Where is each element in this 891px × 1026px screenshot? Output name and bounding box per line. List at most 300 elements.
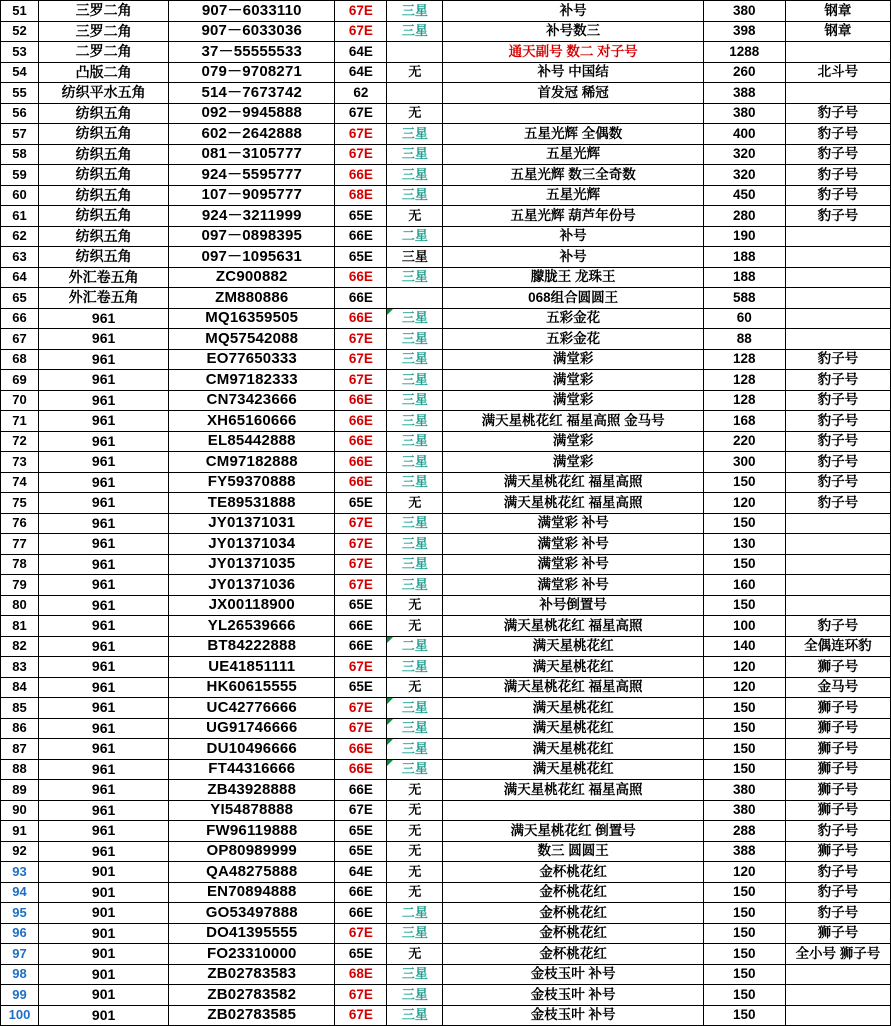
cell-cat[interactable]: 961 — [39, 759, 169, 780]
cell-num[interactable]: ZB02783583 — [169, 964, 335, 985]
cell-idx[interactable]: 84 — [1, 677, 39, 698]
cell-cat[interactable]: 三罗二角 — [39, 1, 169, 22]
table-row[interactable] — [1, 226, 891, 247]
cell-code[interactable]: 68E — [335, 964, 387, 985]
cell-cat[interactable]: 961 — [39, 513, 169, 534]
cell-price[interactable]: 140 — [703, 636, 785, 657]
cell-tag[interactable]: 豹子号 — [785, 431, 890, 452]
cell-desc[interactable]: 首发冠 稀冠 — [443, 83, 703, 104]
cell-num[interactable]: JY01371036 — [169, 575, 335, 596]
cell-price[interactable]: 130 — [703, 534, 785, 555]
cell-code[interactable]: 66E — [335, 472, 387, 493]
cell-num[interactable]: ZM880886 — [169, 288, 335, 309]
cell-star[interactable]: 三星 — [387, 329, 443, 350]
table-row[interactable] — [1, 411, 891, 432]
cell-price[interactable]: 150 — [703, 944, 785, 965]
cell-desc[interactable]: 满天星桃花红 福星高照 — [443, 616, 703, 637]
cell-price[interactable]: 150 — [703, 472, 785, 493]
cell-cat[interactable]: 纺织五角 — [39, 206, 169, 227]
cell-tag[interactable]: 钢章 — [785, 21, 890, 42]
cell-desc[interactable]: 金枝玉叶 补号 — [443, 1005, 703, 1026]
cell-desc[interactable] — [443, 103, 703, 124]
cell-code[interactable]: 66E — [335, 431, 387, 452]
cell-num[interactable]: 37－55555533 — [169, 42, 335, 63]
cell-star[interactable]: 三星 — [387, 472, 443, 493]
cell-star[interactable]: 三星 — [387, 267, 443, 288]
cell-price[interactable]: 260 — [703, 62, 785, 83]
cell-tag[interactable]: 豹子号 — [785, 411, 890, 432]
cell-code[interactable]: 67E — [335, 534, 387, 555]
cell-star[interactable]: 三星 — [387, 534, 443, 555]
cell-desc[interactable]: 满堂彩 补号 — [443, 513, 703, 534]
table-row[interactable] — [1, 636, 891, 657]
table-row[interactable] — [1, 247, 891, 268]
cell-star[interactable]: 无 — [387, 62, 443, 83]
cell-cat[interactable]: 纺织五角 — [39, 124, 169, 145]
cell-desc[interactable]: 金杯桃花红 — [443, 903, 703, 924]
cell-idx[interactable]: 70 — [1, 390, 39, 411]
cell-code[interactable]: 67E — [335, 1, 387, 22]
cell-price[interactable]: 150 — [703, 554, 785, 575]
cell-code[interactable]: 67E — [335, 103, 387, 124]
cell-desc[interactable]: 满天星桃花红 福星高照 金马号 — [443, 411, 703, 432]
cell-cat[interactable]: 凸版二角 — [39, 62, 169, 83]
cell-desc[interactable]: 补号 — [443, 247, 703, 268]
cell-num[interactable]: EN70894888 — [169, 882, 335, 903]
cell-cat[interactable]: 纺织五角 — [39, 226, 169, 247]
cell-desc[interactable]: 五彩金花 — [443, 329, 703, 350]
cell-desc[interactable]: 满堂彩 — [443, 452, 703, 473]
cell-idx[interactable]: 80 — [1, 595, 39, 616]
table-row[interactable] — [1, 42, 891, 63]
cell-tag[interactable]: 狮子号 — [785, 718, 890, 739]
cell-num[interactable]: GO53497888 — [169, 903, 335, 924]
cell-price[interactable]: 320 — [703, 144, 785, 165]
cell-price[interactable]: 388 — [703, 83, 785, 104]
cell-tag[interactable]: 全小号 狮子号 — [785, 944, 890, 965]
cell-tag[interactable]: 豹子号 — [785, 882, 890, 903]
cell-cat[interactable]: 961 — [39, 390, 169, 411]
cell-price[interactable]: 380 — [703, 780, 785, 801]
cell-code[interactable]: 66E — [335, 636, 387, 657]
cell-code[interactable]: 64E — [335, 862, 387, 883]
cell-idx[interactable]: 96 — [1, 923, 39, 944]
cell-price[interactable]: 380 — [703, 103, 785, 124]
cell-price[interactable]: 160 — [703, 575, 785, 596]
cell-tag[interactable] — [785, 513, 890, 534]
table-row[interactable] — [1, 821, 891, 842]
cell-desc[interactable]: 五彩金花 — [443, 308, 703, 329]
cell-desc[interactable]: 满天星桃花红 福星高照 — [443, 493, 703, 514]
cell-code[interactable]: 67E — [335, 698, 387, 719]
cell-code[interactable]: 66E — [335, 882, 387, 903]
cell-code[interactable]: 66E — [335, 759, 387, 780]
cell-cat[interactable]: 纺织五角 — [39, 247, 169, 268]
table-row[interactable] — [1, 513, 891, 534]
cell-tag[interactable]: 豹子号 — [785, 124, 890, 145]
cell-tag[interactable] — [785, 964, 890, 985]
cell-price[interactable]: 100 — [703, 616, 785, 637]
cell-code[interactable]: 67E — [335, 657, 387, 678]
cell-num[interactable]: HK60615555 — [169, 677, 335, 698]
cell-star[interactable]: 三星 — [387, 657, 443, 678]
cell-code[interactable]: 65E — [335, 247, 387, 268]
cell-desc[interactable]: 金杯桃花红 — [443, 944, 703, 965]
cell-idx[interactable]: 87 — [1, 739, 39, 760]
cell-price[interactable]: 150 — [703, 1005, 785, 1026]
cell-idx[interactable]: 75 — [1, 493, 39, 514]
table-row[interactable] — [1, 329, 891, 350]
table-row[interactable] — [1, 349, 891, 370]
cell-code[interactable]: 67E — [335, 513, 387, 534]
cell-price[interactable]: 150 — [703, 513, 785, 534]
cell-idx[interactable]: 81 — [1, 616, 39, 637]
cell-code[interactable]: 66E — [335, 267, 387, 288]
cell-star[interactable] — [387, 42, 443, 63]
cell-idx[interactable]: 59 — [1, 165, 39, 186]
cell-tag[interactable] — [785, 595, 890, 616]
cell-num[interactable]: 097－0898395 — [169, 226, 335, 247]
table-row[interactable] — [1, 472, 891, 493]
cell-num[interactable]: 514－7673742 — [169, 83, 335, 104]
cell-price[interactable]: 280 — [703, 206, 785, 227]
cell-desc[interactable]: 满天星桃花红 — [443, 636, 703, 657]
cell-code[interactable]: 64E — [335, 62, 387, 83]
cell-star[interactable]: 无 — [387, 780, 443, 801]
cell-code[interactable]: 66E — [335, 616, 387, 637]
cell-num[interactable]: 924－3211999 — [169, 206, 335, 227]
cell-tag[interactable]: 豹子号 — [785, 144, 890, 165]
cell-idx[interactable]: 77 — [1, 534, 39, 555]
cell-code[interactable]: 66E — [335, 780, 387, 801]
cell-star[interactable]: 无 — [387, 206, 443, 227]
cell-code[interactable]: 67E — [335, 21, 387, 42]
cell-star[interactable]: 二星 — [387, 903, 443, 924]
cell-idx[interactable]: 85 — [1, 698, 39, 719]
cell-num[interactable]: 924－5595777 — [169, 165, 335, 186]
cell-num[interactable]: CM97182333 — [169, 370, 335, 391]
cell-idx[interactable]: 65 — [1, 288, 39, 309]
table-row[interactable] — [1, 964, 891, 985]
cell-star[interactable]: 三星 — [387, 759, 443, 780]
cell-star[interactable]: 三星 — [387, 513, 443, 534]
cell-star[interactable]: 三星 — [387, 985, 443, 1006]
cell-num[interactable]: 079－9708271 — [169, 62, 335, 83]
cell-desc[interactable]: 满堂彩 — [443, 349, 703, 370]
cell-star[interactable]: 无 — [387, 862, 443, 883]
table-row[interactable] — [1, 21, 891, 42]
cell-tag[interactable]: 狮子号 — [785, 841, 890, 862]
table-row[interactable] — [1, 739, 891, 760]
cell-price[interactable]: 128 — [703, 390, 785, 411]
cell-num[interactable]: CN73423666 — [169, 390, 335, 411]
cell-tag[interactable]: 钢章 — [785, 1, 890, 22]
cell-tag[interactable]: 豹子号 — [785, 472, 890, 493]
cell-star[interactable]: 三星 — [387, 739, 443, 760]
cell-idx[interactable]: 55 — [1, 83, 39, 104]
table-row[interactable] — [1, 206, 891, 227]
cell-num[interactable]: UG91746666 — [169, 718, 335, 739]
table-row[interactable] — [1, 923, 891, 944]
cell-code[interactable]: 67E — [335, 144, 387, 165]
cell-star[interactable]: 二星 — [387, 226, 443, 247]
table-row[interactable] — [1, 493, 891, 514]
cell-code[interactable]: 65E — [335, 206, 387, 227]
cell-desc[interactable]: 五星光辉 数三全奇数 — [443, 165, 703, 186]
cell-desc[interactable]: 满天星桃花红 — [443, 718, 703, 739]
cell-cat[interactable]: 961 — [39, 349, 169, 370]
cell-price[interactable]: 400 — [703, 124, 785, 145]
cell-tag[interactable] — [785, 308, 890, 329]
cell-code[interactable]: 68E — [335, 185, 387, 206]
table-row[interactable] — [1, 759, 891, 780]
cell-idx[interactable]: 82 — [1, 636, 39, 657]
cell-tag[interactable]: 豹子号 — [785, 903, 890, 924]
table-row[interactable] — [1, 124, 891, 145]
cell-cat[interactable]: 961 — [39, 698, 169, 719]
cell-idx[interactable]: 54 — [1, 62, 39, 83]
table-row[interactable] — [1, 780, 891, 801]
cell-num[interactable]: JY01371031 — [169, 513, 335, 534]
cell-price[interactable]: 150 — [703, 595, 785, 616]
cell-cat[interactable]: 961 — [39, 575, 169, 596]
cell-star[interactable]: 三星 — [387, 185, 443, 206]
cell-code[interactable]: 66E — [335, 411, 387, 432]
cell-cat[interactable]: 纺织五角 — [39, 144, 169, 165]
cell-cat[interactable]: 961 — [39, 780, 169, 801]
cell-tag[interactable]: 豹子号 — [785, 103, 890, 124]
cell-star[interactable]: 三星 — [387, 718, 443, 739]
table-row[interactable] — [1, 144, 891, 165]
cell-idx[interactable]: 66 — [1, 308, 39, 329]
cell-star[interactable]: 二星 — [387, 636, 443, 657]
cell-idx[interactable]: 76 — [1, 513, 39, 534]
table-row[interactable] — [1, 985, 891, 1006]
cell-tag[interactable]: 豹子号 — [785, 349, 890, 370]
table-row[interactable] — [1, 800, 891, 821]
cell-tag[interactable] — [785, 42, 890, 63]
cell-num[interactable]: 907－6033110 — [169, 1, 335, 22]
cell-code[interactable]: 65E — [335, 493, 387, 514]
cell-code[interactable]: 67E — [335, 349, 387, 370]
cell-star[interactable]: 无 — [387, 595, 443, 616]
cell-star[interactable]: 无 — [387, 800, 443, 821]
cell-code[interactable]: 65E — [335, 944, 387, 965]
cell-desc[interactable]: 五星光辉 全偶数 — [443, 124, 703, 145]
cell-star[interactable]: 三星 — [387, 923, 443, 944]
cell-desc[interactable]: 满天星桃花红 — [443, 657, 703, 678]
cell-idx[interactable]: 86 — [1, 718, 39, 739]
cell-code[interactable]: 66E — [335, 452, 387, 473]
cell-cat[interactable]: 901 — [39, 964, 169, 985]
cell-cat[interactable]: 纺织平水五角 — [39, 83, 169, 104]
cell-cat[interactable]: 961 — [39, 534, 169, 555]
cell-price[interactable]: 150 — [703, 698, 785, 719]
cell-tag[interactable]: 豹子号 — [785, 493, 890, 514]
cell-cat[interactable]: 961 — [39, 308, 169, 329]
cell-code[interactable]: 67E — [335, 124, 387, 145]
table-row[interactable] — [1, 267, 891, 288]
cell-cat[interactable]: 961 — [39, 841, 169, 862]
cell-price[interactable]: 120 — [703, 657, 785, 678]
table-row[interactable] — [1, 288, 891, 309]
cell-star[interactable]: 三星 — [387, 247, 443, 268]
cell-desc[interactable]: 满天星桃花红 倒置号 — [443, 821, 703, 842]
cell-num[interactable]: FW96119888 — [169, 821, 335, 842]
table-row[interactable] — [1, 370, 891, 391]
cell-cat[interactable]: 外汇卷五角 — [39, 288, 169, 309]
cell-tag[interactable] — [785, 575, 890, 596]
table-row[interactable] — [1, 616, 891, 637]
table-row[interactable] — [1, 185, 891, 206]
cell-desc[interactable]: 满堂彩 补号 — [443, 554, 703, 575]
cell-code[interactable]: 66E — [335, 903, 387, 924]
cell-tag[interactable] — [785, 554, 890, 575]
cell-num[interactable]: 092－9945888 — [169, 103, 335, 124]
cell-code[interactable]: 67E — [335, 718, 387, 739]
table-row[interactable] — [1, 62, 891, 83]
cell-desc[interactable]: 满天星桃花红 福星高照 — [443, 780, 703, 801]
cell-desc[interactable]: 满堂彩 — [443, 390, 703, 411]
cell-num[interactable]: ZB02783582 — [169, 985, 335, 1006]
cell-star[interactable] — [387, 288, 443, 309]
cell-idx[interactable]: 64 — [1, 267, 39, 288]
cell-star[interactable]: 三星 — [387, 308, 443, 329]
cell-cat[interactable]: 纺织五角 — [39, 185, 169, 206]
cell-star[interactable]: 无 — [387, 944, 443, 965]
cell-desc[interactable]: 补号倒置号 — [443, 595, 703, 616]
cell-tag[interactable] — [785, 83, 890, 104]
cell-tag[interactable]: 豹子号 — [785, 390, 890, 411]
cell-desc[interactable]: 五星光辉 葫芦年份号 — [443, 206, 703, 227]
cell-star[interactable]: 无 — [387, 616, 443, 637]
cell-num[interactable]: ZC900882 — [169, 267, 335, 288]
cell-tag[interactable]: 豹子号 — [785, 370, 890, 391]
cell-price[interactable]: 150 — [703, 718, 785, 739]
cell-code[interactable]: 66E — [335, 288, 387, 309]
cell-idx[interactable]: 71 — [1, 411, 39, 432]
cell-code[interactable]: 64E — [335, 42, 387, 63]
cell-star[interactable]: 三星 — [387, 554, 443, 575]
cell-desc[interactable]: 满堂彩 — [443, 431, 703, 452]
cell-tag[interactable] — [785, 985, 890, 1006]
cell-star[interactable]: 三星 — [387, 349, 443, 370]
cell-price[interactable]: 120 — [703, 493, 785, 514]
table-row[interactable] — [1, 657, 891, 678]
cell-tag[interactable]: 豹子号 — [785, 206, 890, 227]
cell-cat[interactable]: 961 — [39, 431, 169, 452]
cell-star[interactable]: 三星 — [387, 124, 443, 145]
table-row[interactable] — [1, 431, 891, 452]
cell-num[interactable]: ZB43928888 — [169, 780, 335, 801]
cell-num[interactable]: TE89531888 — [169, 493, 335, 514]
cell-idx[interactable]: 90 — [1, 800, 39, 821]
cell-cat[interactable]: 961 — [39, 411, 169, 432]
table-row[interactable] — [1, 698, 891, 719]
cell-price[interactable]: 450 — [703, 185, 785, 206]
cell-tag[interactable] — [785, 288, 890, 309]
cell-num[interactable]: FT44316666 — [169, 759, 335, 780]
cell-num[interactable]: 602－2642888 — [169, 124, 335, 145]
table-row[interactable] — [1, 452, 891, 473]
cell-price[interactable]: 128 — [703, 349, 785, 370]
cell-tag[interactable]: 狮子号 — [785, 800, 890, 821]
table-row[interactable] — [1, 1, 891, 22]
cell-cat[interactable]: 901 — [39, 923, 169, 944]
table-row[interactable] — [1, 390, 891, 411]
table-row[interactable] — [1, 308, 891, 329]
table-row[interactable] — [1, 554, 891, 575]
cell-num[interactable]: JY01371035 — [169, 554, 335, 575]
cell-price[interactable]: 150 — [703, 964, 785, 985]
cell-price[interactable]: 388 — [703, 841, 785, 862]
cell-num[interactable]: DU10496666 — [169, 739, 335, 760]
cell-cat[interactable]: 961 — [39, 370, 169, 391]
cell-code[interactable]: 66E — [335, 390, 387, 411]
cell-tag[interactable]: 北斗号 — [785, 62, 890, 83]
cell-cat[interactable]: 961 — [39, 800, 169, 821]
cell-desc[interactable]: 金枝玉叶 补号 — [443, 964, 703, 985]
cell-star[interactable]: 无 — [387, 821, 443, 842]
cell-price[interactable]: 380 — [703, 800, 785, 821]
cell-desc[interactable]: 满天星桃花红 — [443, 698, 703, 719]
cell-num[interactable]: EO77650333 — [169, 349, 335, 370]
cell-tag[interactable]: 狮子号 — [785, 657, 890, 678]
cell-cat[interactable]: 961 — [39, 739, 169, 760]
cell-num[interactable]: YL26539666 — [169, 616, 335, 637]
cell-desc[interactable]: 满天星桃花红 福星高照 — [443, 472, 703, 493]
cell-tag[interactable]: 狮子号 — [785, 780, 890, 801]
cell-num[interactable]: BT84222888 — [169, 636, 335, 657]
cell-price[interactable]: 190 — [703, 226, 785, 247]
cell-cat[interactable]: 961 — [39, 493, 169, 514]
cell-code[interactable]: 67E — [335, 575, 387, 596]
cell-code[interactable]: 67E — [335, 329, 387, 350]
cell-idx[interactable]: 69 — [1, 370, 39, 391]
cell-code[interactable]: 67E — [335, 370, 387, 391]
cell-desc[interactable]: 数三 圆圆王 — [443, 841, 703, 862]
cell-cat[interactable]: 961 — [39, 329, 169, 350]
cell-price[interactable]: 168 — [703, 411, 785, 432]
cell-num[interactable]: EL85442888 — [169, 431, 335, 452]
table-row[interactable] — [1, 903, 891, 924]
cell-price[interactable]: 588 — [703, 288, 785, 309]
cell-tag[interactable]: 豹子号 — [785, 452, 890, 473]
cell-price[interactable]: 150 — [703, 882, 785, 903]
cell-price[interactable]: 60 — [703, 308, 785, 329]
cell-tag[interactable]: 狮子号 — [785, 923, 890, 944]
cell-price[interactable]: 120 — [703, 862, 785, 883]
cell-star[interactable]: 三星 — [387, 370, 443, 391]
cell-star[interactable]: 无 — [387, 103, 443, 124]
cell-desc[interactable]: 补号 — [443, 226, 703, 247]
cell-star[interactable]: 三星 — [387, 390, 443, 411]
cell-tag[interactable]: 金马号 — [785, 677, 890, 698]
cell-code[interactable]: 65E — [335, 841, 387, 862]
cell-price[interactable]: 150 — [703, 739, 785, 760]
cell-code[interactable]: 65E — [335, 821, 387, 842]
cell-price[interactable]: 380 — [703, 1, 785, 22]
cell-num[interactable]: DO41395555 — [169, 923, 335, 944]
cell-idx[interactable]: 63 — [1, 247, 39, 268]
cell-idx[interactable]: 89 — [1, 780, 39, 801]
cell-price[interactable]: 300 — [703, 452, 785, 473]
cell-desc[interactable]: 金杯桃花红 — [443, 862, 703, 883]
cell-tag[interactable]: 狮子号 — [785, 739, 890, 760]
table-row[interactable] — [1, 944, 891, 965]
cell-cat[interactable]: 961 — [39, 821, 169, 842]
cell-desc[interactable]: 满堂彩 补号 — [443, 534, 703, 555]
